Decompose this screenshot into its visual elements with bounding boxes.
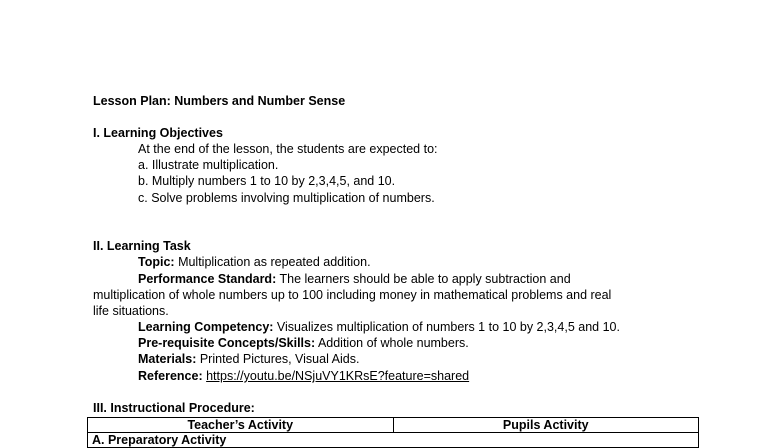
materials-line [138, 351, 359, 367]
objectives-heading: I. Learning Objectives [93, 126, 223, 140]
topic-label: Topic: [138, 255, 175, 269]
objective-item: b. Multiply numbers 1 to 10 by 2,3,4,5, and 10. [138, 174, 396, 188]
preparatory-activity-cell: A. Preparatory Activity [88, 433, 699, 448]
topic-line [138, 254, 371, 270]
reference-link[interactable]: https://youtu.be/NSjuVY1KRsE?feature=shared [206, 369, 470, 383]
pupils-activity-header: Pupils Activity [393, 418, 699, 433]
standard-line [138, 271, 571, 287]
table-header-row [88, 418, 699, 433]
procedure-table [87, 417, 699, 448]
objective-item: c. Solve problems involving multiplication of numbers. [138, 191, 435, 205]
standard-value-cont: multiplication of whole numbers up to 100 including money in mathematical problems and real [93, 288, 612, 302]
prereq-line [138, 335, 469, 351]
reference-label: Reference: [138, 369, 203, 383]
procedure-heading: III. Instructional Procedure: [93, 401, 255, 415]
competency-line [138, 319, 620, 335]
standard-label: Performance Standard: [138, 272, 277, 286]
objective-item: a. Illustrate multiplication. [138, 158, 279, 172]
table-row [88, 433, 699, 448]
competency-label: Learning Competency: [138, 320, 274, 334]
objectives-intro: At the end of the lesson, the students are expected to: [138, 142, 438, 156]
materials-label: Materials: [138, 352, 197, 366]
materials-value: Printed Pictures, Visual Aids. [199, 352, 360, 366]
teacher-activity-header: Teacher’s Activity [88, 418, 394, 433]
task-heading: II. Learning Task [93, 239, 191, 253]
lesson-title: Lesson Plan: Numbers and Number Sense [93, 94, 346, 108]
standard-value: The learners should be able to apply subtraction and [279, 272, 571, 286]
prereq-label: Pre-requisite Concepts/Skills: [138, 336, 316, 350]
prereq-value: Addition of whole numbers. [317, 336, 469, 350]
competency-value: Visualizes multiplication of numbers 1 to 10 by 2,3,4,5 and 10. [276, 320, 620, 334]
reference-line [138, 368, 469, 384]
standard-value-cont: life situations. [93, 304, 169, 318]
topic-value: Multiplication as repeated addition. [178, 255, 371, 269]
